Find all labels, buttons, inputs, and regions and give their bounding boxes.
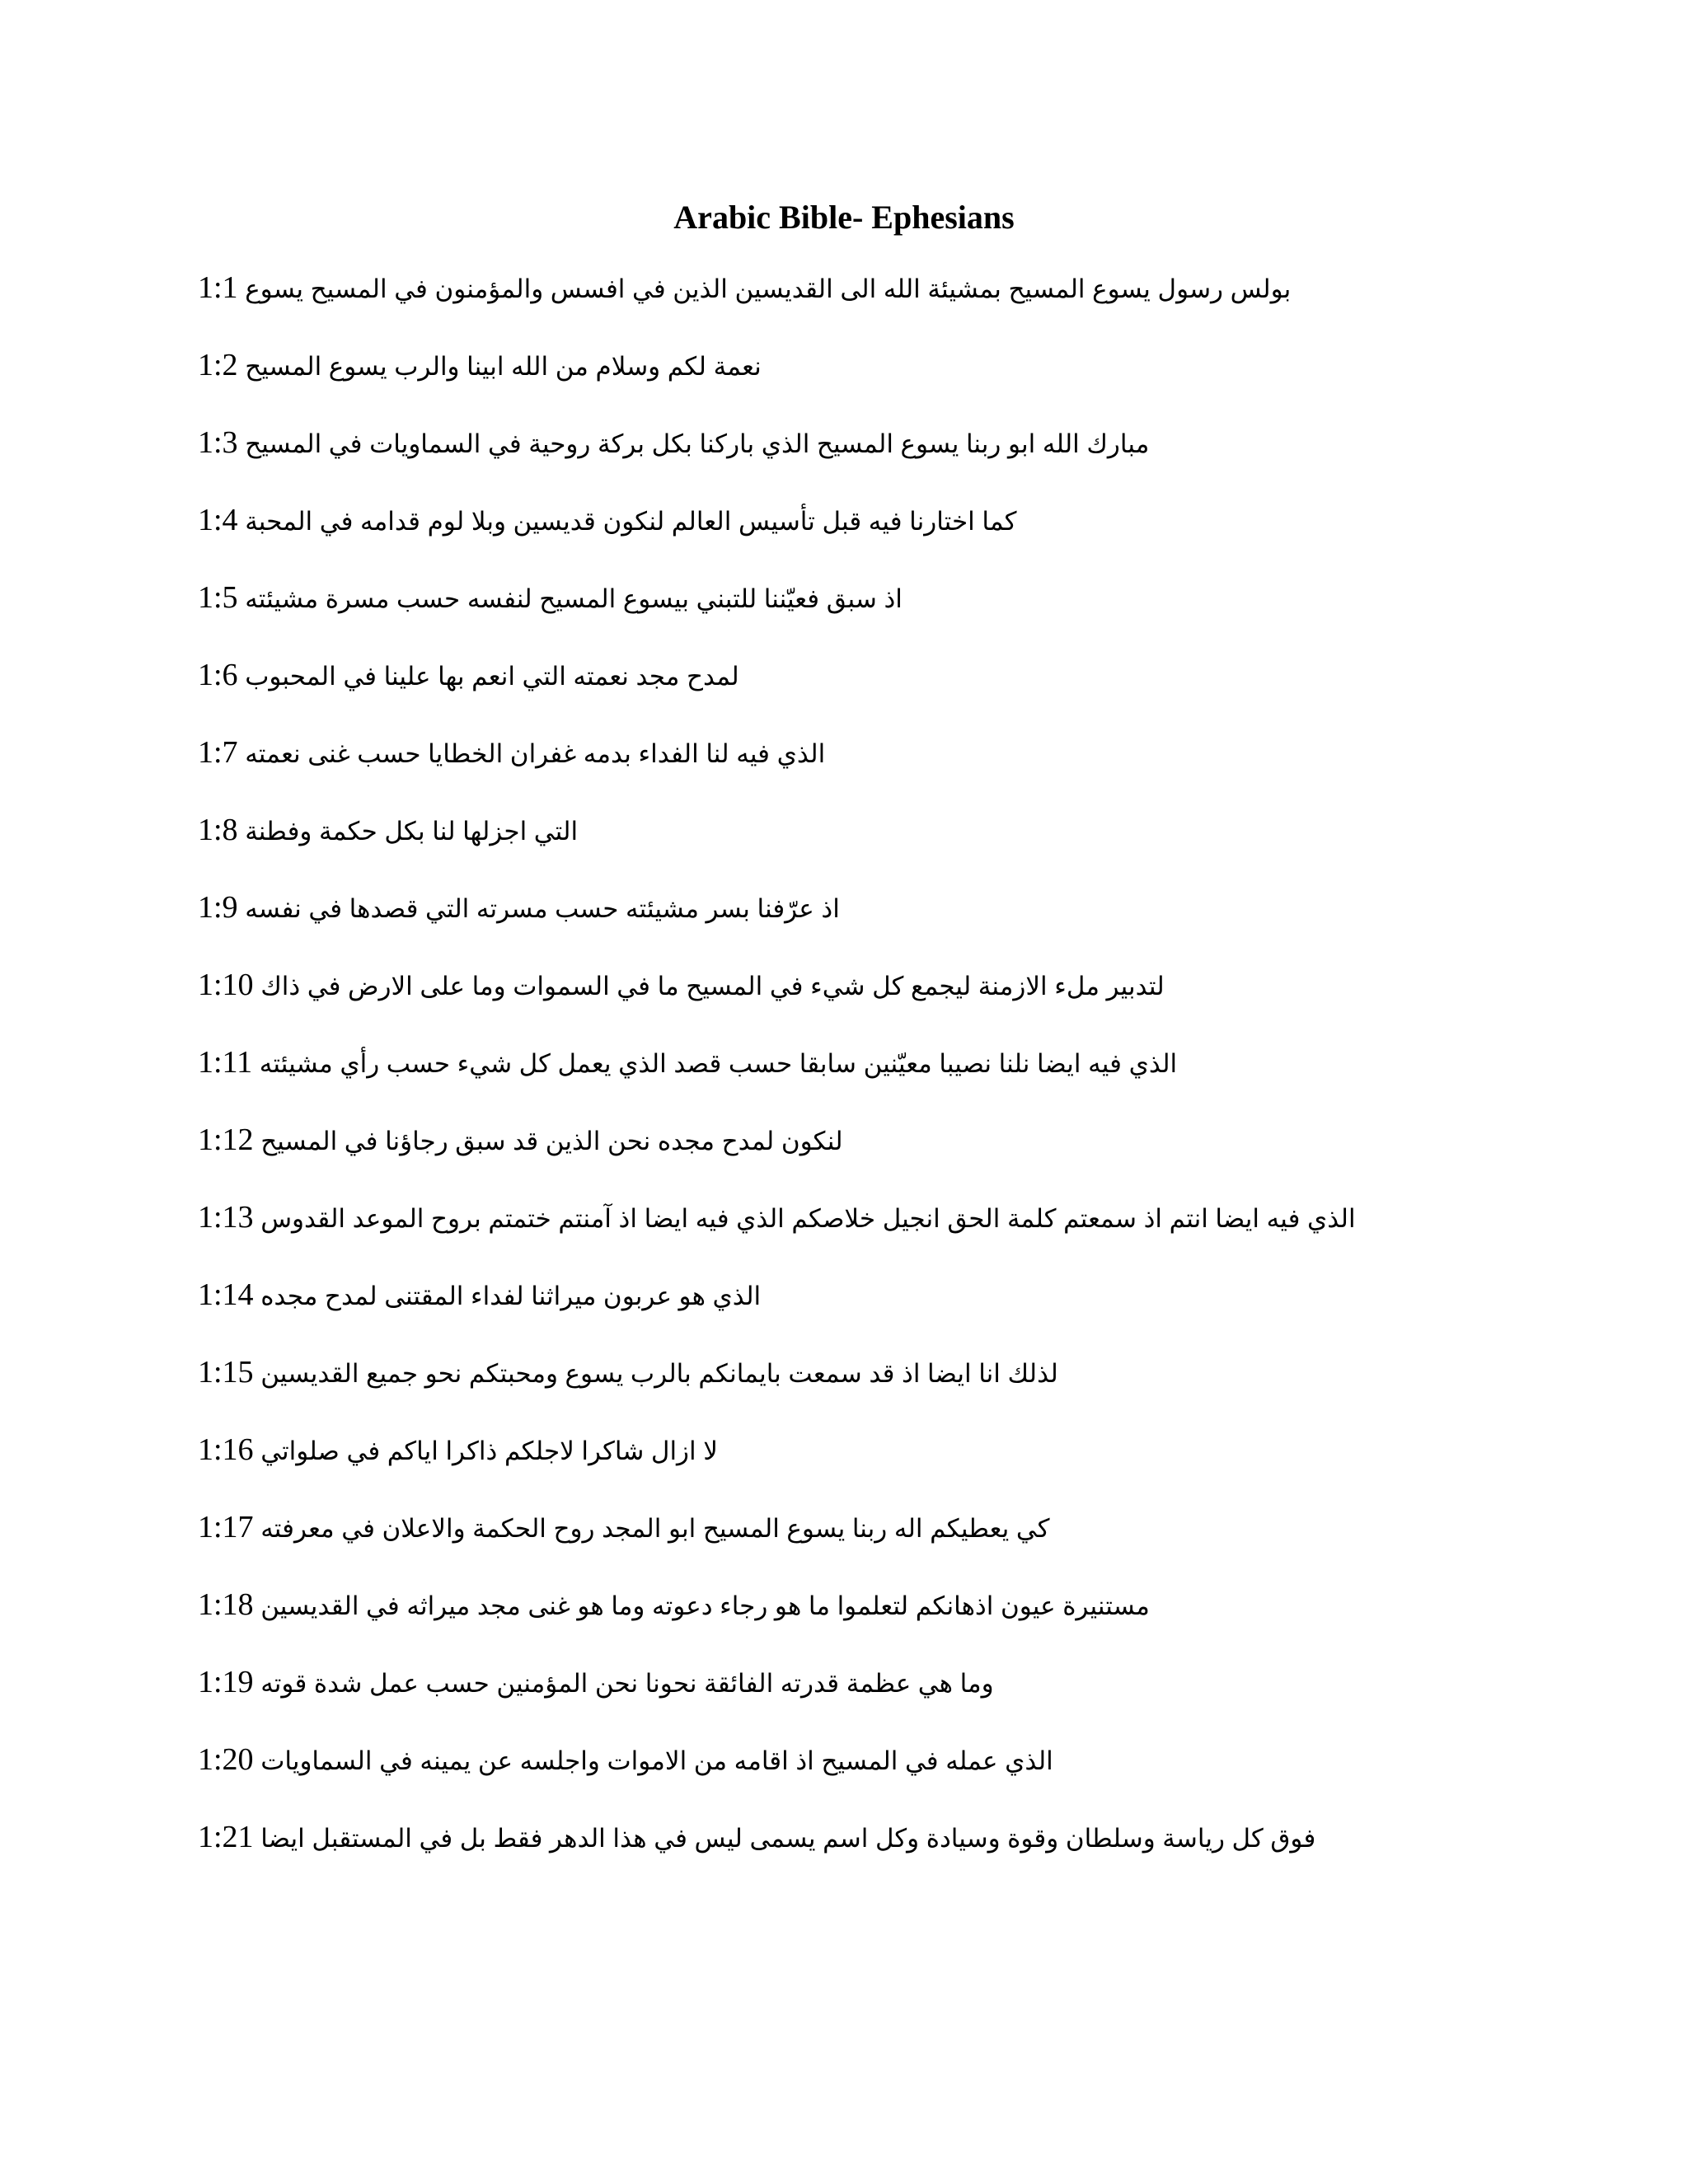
verse-paragraph (198, 1357, 1484, 1390)
verse-paragraph (198, 1279, 1484, 1312)
verse-text: التي اجزلها لنا بكل حكمة وفطنة (245, 817, 579, 846)
verse-paragraph (198, 814, 1484, 847)
verse-reference: 1:4 (198, 503, 238, 537)
verse-reference: 1:2 (198, 348, 238, 382)
verse-paragraph (198, 1511, 1484, 1544)
verse-reference: 1:5 (198, 580, 238, 615)
verse-text: الذي فيه ايضا نلنا نصيبا معيّنين سابقا حسب قصد الذي يعمل كل شيء حسب رأي مشيئته (259, 1049, 1178, 1078)
verse-reference: 1:11 (198, 1045, 253, 1080)
verse-reference: 1:10 (198, 968, 254, 1002)
verse-reference: 1:8 (198, 813, 238, 847)
verse-reference: 1:1 (198, 270, 238, 305)
verse-paragraph (198, 969, 1484, 1002)
verse-paragraph (198, 582, 1484, 615)
verse-paragraph (198, 1124, 1484, 1157)
verse-text: كي يعطيكم اله ربنا يسوع المسيح ابو المجد روح الحكمة والاعلان في معرفته (260, 1514, 1050, 1543)
verse-paragraph (198, 1047, 1484, 1080)
verse-text: اذ عرّفنا بسر مشيئته حسب مسرته التي قصدها في نفسه (245, 894, 840, 923)
verse-text: بولس رسول يسوع المسيح بمشيئة الله الى القديسين الذين في افسس والمؤمنون في المسيح يسوع (245, 274, 1292, 303)
verse-reference: 1:21 (198, 1820, 254, 1854)
verse-text: نعمة لكم وسلام من الله ابينا والرب يسوع المسيح (245, 352, 762, 381)
verse-text: الذي عمله في المسيح اذ اقامه من الاموات واجلسه عن يمينه في السماويات (260, 1746, 1053, 1775)
verse-text: اذ سبق فعيّننا للتبني بيسوع المسيح لنفسه حسب مسرة مشيئته (245, 584, 903, 613)
verse-text: لا ازال شاكرا لاجلكم ذاكرا اياكم في صلواتي (260, 1436, 718, 1465)
verse-text: لمدح مجد نعمته التي انعم بها علينا في المحبوب (245, 662, 739, 691)
verse-reference: 1:6 (198, 658, 238, 692)
verse-reference: 1:20 (198, 1742, 254, 1777)
verse-reference: 1:19 (198, 1665, 254, 1699)
verse-text: الذي فيه لنا الفداء بدمه غفران الخطايا حسب غنى نعمته (245, 739, 826, 768)
verse-paragraph (198, 1821, 1484, 1854)
verse-reference: 1:18 (198, 1587, 254, 1622)
verse-reference: 1:3 (198, 425, 238, 460)
verse-text: وما هي عظمة قدرته الفائقة نحونا نحن المؤمنين حسب عمل شدة قوته (260, 1669, 994, 1698)
verse-text: الذي هو عربون ميراثنا لفداء المقتنى لمدح مجده (260, 1282, 762, 1310)
page-title: Arabic Bible- Ephesians (673, 199, 1015, 236)
verse-paragraph (198, 1202, 1484, 1235)
verse-reference: 1:7 (198, 735, 238, 770)
verse-reference: 1:14 (198, 1277, 254, 1312)
verse-reference: 1:13 (198, 1200, 254, 1235)
verse-reference: 1:9 (198, 890, 238, 925)
verse-reference: 1:15 (198, 1355, 254, 1390)
verse-text: فوق كل رياسة وسلطان وقوة وسيادة وكل اسم يسمى ليس في هذا الدهر فقط بل في المستقبل ايضا (260, 1824, 1316, 1853)
verse-paragraph (198, 272, 1484, 305)
verse-paragraph (198, 427, 1484, 460)
verse-reference: 1:12 (198, 1122, 254, 1157)
verse-text: مستنيرة عيون اذهانكم لتعلموا ما هو رجاء دعوته وما هو غنى مجد ميراثه في القديسين (260, 1591, 1150, 1620)
verse-paragraph (198, 504, 1484, 537)
verse-text: لتدبير ملء الازمنة ليجمع كل شيء في المسيح ما في السموات وما على الارض في ذاك (260, 972, 1165, 1001)
verse-paragraph (198, 1744, 1484, 1777)
verse-paragraph (198, 1666, 1484, 1699)
verse-reference: 1:17 (198, 1510, 254, 1544)
verse-paragraph (198, 1589, 1484, 1622)
verse-text: الذي فيه ايضا انتم اذ سمعتم كلمة الحق انجيل خلاصكم الذي فيه ايضا اذ آمنتم ختمتم بروح الموعد القدوس (260, 1204, 1356, 1233)
verse-list (198, 272, 1484, 1899)
verse-paragraph (198, 349, 1484, 382)
verse-reference: 1:16 (198, 1432, 254, 1467)
verse-paragraph (198, 1434, 1484, 1467)
verse-paragraph (198, 659, 1484, 692)
verse-paragraph (198, 737, 1484, 770)
verse-text: لذلك انا ايضا اذ قد سمعت بايمانكم بالرب يسوع ومحبتكم نحو جميع القديسين (260, 1359, 1058, 1388)
verse-text: كما اختارنا فيه قبل تأسيس العالم لنكون قديسين وبلا لوم قدامه في المحبة (245, 507, 1017, 536)
verse-paragraph (198, 892, 1484, 925)
verse-text: مبارك الله ابو ربنا يسوع المسيح الذي باركنا بكل بركة روحية في السماويات في المسيح (245, 429, 1150, 458)
verse-text: لنكون لمدح مجده نحن الذين قد سبق رجاؤنا في المسيح (260, 1127, 843, 1155)
